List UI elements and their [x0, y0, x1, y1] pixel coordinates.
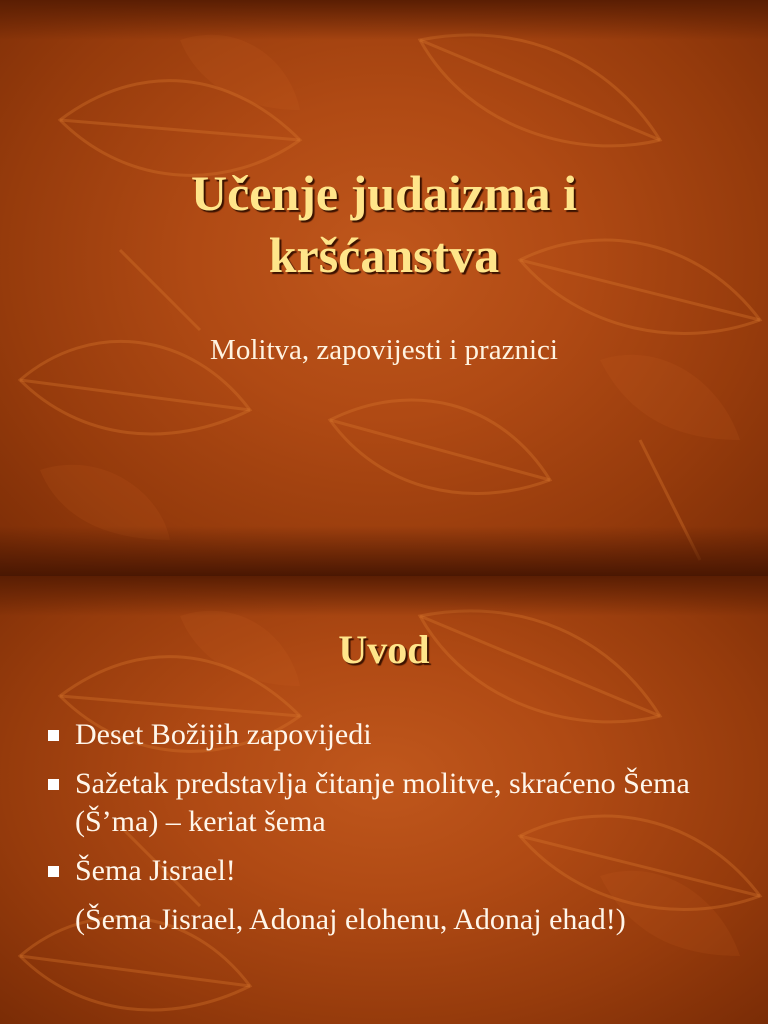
slide-2 — [0, 576, 768, 1024]
slide-title: Učenje judaizma i kršćanstva — [190, 165, 578, 283]
bullet-item — [44, 765, 734, 841]
slide-subtitle: Molitva, zapovijesti i praznici — [210, 334, 558, 366]
square-bullet-icon — [48, 779, 59, 790]
bullet-list — [44, 716, 734, 950]
bullet-item — [44, 852, 734, 890]
bullet-text: Šema Jisrael! — [75, 854, 236, 887]
continuation-text: (Šema Jisrael, Adonaj elohenu, Adonaj ehad!) — [75, 903, 626, 936]
square-bullet-icon — [48, 866, 59, 877]
slide-title: Uvod — [338, 627, 430, 672]
square-bullet-icon — [48, 730, 59, 741]
bullet-text: Sažetak predstavlja čitanje molitve, skraćeno Šema (Š’ma) – keriat šema — [75, 767, 690, 838]
bullet-item — [44, 716, 734, 754]
bullet-text: Deset Božijih zapovijedi — [75, 718, 372, 751]
bullet-continuation — [44, 901, 734, 939]
